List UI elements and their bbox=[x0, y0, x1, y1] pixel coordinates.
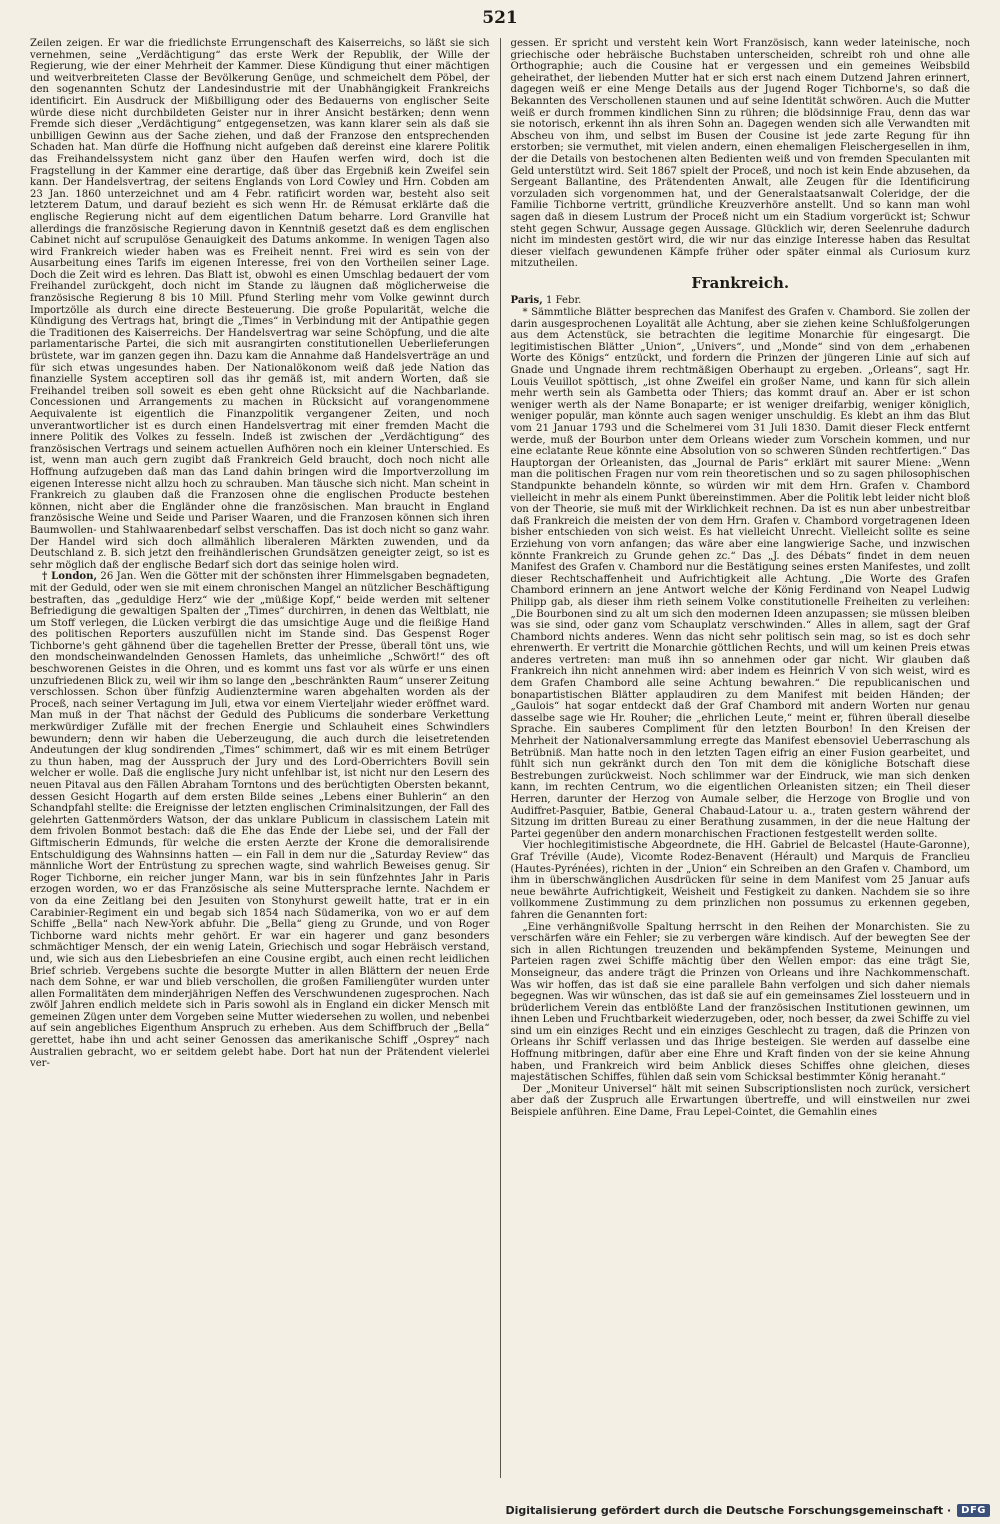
article-columns bbox=[30, 38, 970, 1478]
moniteur-paragraph: Der „Moniteur Universel“ hält mit seinen Subscriptionslisten noch zurück, versichert aber daß der Zuspruch alle Erwartungen übertreffe, und will einstweilen nur zwei Beispiele anführen. Eine Dame, Frau Lepel-Cointet, die Gemahlin eines bbox=[510, 1083, 970, 1119]
left-paragraph-1: Zeilen zeigen. Er war die friedlichste Errungenschaft des Kaiserreichs, so läßt sie sich vernehmen, seine „Verdächtigung“ das erste Werk der Republik, der Wille der Regierung, wie der einer Mehrheit der Kammer. Diese Kündigung thut einer mächtigen und weitverbreiteten Classe der Bevölkerung Genüge, und schmeichelt dem Pöbel, der den sogenannten Schutz der Landesindustrie mit der Unabhängigkeit Frankreichs identificirt. Ein Ausdruck der Mißbilligung oder des Bedauerns von englischer Seite würde diese nicht durchbildeten Geister nur in ihrer Ansicht bestärken; denn wenn Fremde sich dieser „Verdächtigung“ entgegensetzen, was kann klarer sein als daß sie unbilligen Gewinn aus der Sache ziehen, und daß der Franzose den entsprechenden Schaden hat. Man dürfe die Hoffnung nicht aufgeben daß dereinst eine klarere Politik das Freihandelssystem nicht ganz über den Haufen werfen wird, doch ist die Fragstellung in der Kammer eine derartige, daß über das Ergebniß kein Zweifel sein kann. Der Handelsvertrag, der seitens Englands von Lord Cowley und Hrn. Cobden am 23 Jan. 1860 unterzeichnet und am 4 Febr. ratificirt worden war, besteht also seit letzterem Datum, und darauf bezieht es sich wenn Hr. de Rémusat erklärte daß die englische Regierung nicht auf dem eigentlichen Datum beharre. Lord Granville hat allerdings die französische Regierung davon in Kenntniß gesetzt daß es dem englischen Cabinet nicht auf scrupulöse Genauigkeit des Datums ankomme. In wenigen Tagen also wird Frankreich wieder haben was es Freiheit nennt. Frei wird es sein von der Ausarbeitung eines Tarifs im eigenen Interesse, frei von den Vortheilen seiner Lage. Doch die Zeit wird es lehren. Das Blatt ist, obwohl es einen Umschlag bedauert der vom Freihandel zurückgeht, doch nicht im Stande zu läugnen daß möglicherweise die französische Regierung 8 bis 10 Mill. Pfund Sterling mehr vom Volke gewinnt durch Importzölle als durch eine directe Besteuerung. Die große Popularität, welche die Kündigung des Vertrags hat, bringt die „Times“ in Verbindung mit der Antipathie gegen die Traditionen des Kaiserreichs. Der Handelsvertrag war seine Schöpfung, und die alte parlamentarische Partei, die sich mit ausrangirten constitutionellen Ueberlieferungen brüstete, war im ganzen gegen ihn. Dazu kam die Annahme daß Handelsverträge an und für sich etwas ungesundes haben. Der Nationalökonom weiß daß jede Nation das finanzielle System acceptiren soll das ihr gemäß ist, mit andern Worten, daß sie Freihandel treiben soll soweit es eben geht ohne Rücksicht auf die Nachbarlande. Concessionen und Arrangements zu machen in Rücksicht auf vorangenommene Aequivalente ist eigentlich die Finanzpolitik vergangener Zeiten, und noch unverantwortlicher ist es durch einen Handelsvertrag mit einer fremden Macht die innere Politik des Volkes zu fesseln. Indeß ist zwischen der „Verdächtigung“ des französischen Vertrags und seinem actuellen Aufhören noch ein kleiner Unterschied. Es ist, wenn man auch gern zugibt daß Frankreich Geld braucht, doch noch nicht alle Hoffnung aufzugeben daß man das Land dahin bringen wird die Importverzollung im eigenen Interesse nicht allzu hoch zu schrauben. Man täusche sich nicht. Man scheint in Frankreich zu glauben daß die Franzosen ohne die englischen Producte bestehen können, nicht aber die Engländer ohne die französischen. Man braucht in England französische Weine und Seide und Pariser Waaren, und die Franzosen können sich ihren Baumwollen- und Stahlwaarenbedarf selbst verschaffen. Das ist doch nicht so ganz wahr. Der Handel wird sich doch allmählich liberaleren Märkten zuwenden, und da Deutschland z. B. sich jetzt den freihändlerischen Grundsätzen geneigter zeigt, so ist es sehr möglich daß der englische Bedarf sich dort das seinige holen wird. bbox=[30, 38, 490, 571]
london-article bbox=[30, 571, 490, 1070]
digitization-footer bbox=[0, 1496, 1000, 1524]
dfg-logo-icon: DFG bbox=[957, 1504, 990, 1517]
deputies-quote: „Eine verhängnißvolle Spaltung herrscht in den Reihen der Monarchisten. Sie zu verschärfen wäre ein Fehler; sie zu verbergen wäre kindisch. Auf der bewegten See der sich in allen Richtungen treuzenden und bekämpfenden Systeme, Meinungen und Parteien ragen zwei Schiffe mächtig über den Wellen empor: das eine trägt Sie, Monseigneur, das andere trägt die Prinzen von Orleans und ihre Nachkommenschaft. Was wir hoffen, das ist daß sie eine parallele Bahn verfolgen und sich daher niemals begegnen. Was wir wünschen, das ist daß sie auf ein gemeinsames Ziel lossteuern und in brüderlichem Verein das entblößte Land der französischen Institutionen gewinnen, um ihnen Leben und Fruchtbarkeit wiederzugeben, oder, noch besser, da zwei Schiffe zu viel sind um ein einziges Recht und ein einziges Geschlecht zu tragen, daß die Prinzen von Orleans ihr Schiff verlassen und das Ihrige besteigen. Sie werden auf dasselbe eine Hoffnung mitbringen, dafür aber eine Ehre und Kraft finden von der sie keine Ahnung haben, und Frankreich wird beim Anblick dieses Schiffes ohne gleichen, dieses majestätischen Schiffes, fühlen daß sein vom Schicksal bestimmter König heranaht.“ bbox=[510, 921, 970, 1084]
page-number: 521 bbox=[482, 8, 518, 28]
london-paragraph: Wen die Götter mit der schönsten ihrer Himmelsgaben begnadeten, mit der Geduld, oder wen sie mit einem chronischen Mangel an nützlicher Beschäftigung bestraften, das „geduldige Herz“ wie der „müßige Kopf,“ beide werden mit seltener Befriedigung die gewaltigen Spalten der „Times“ durchirren, in denen das Weltblatt, nie um Stoff verlegen, die Lücken verbirgt die das umsichtige Auge und die fleißige Hand des politischen Reporters auszufüllen nicht im Stande sind. Das Gespenst Roger Tichborne's geht gähnend über die tagehellen Bretter der Presse, überall tönt uns, wie den mondscheinwandelnden Genossen Hamlets, das unheimliche „Schwört!“ des oft beschworenen Geistes in die Ohren, und es kommt uns fast vor als würfe er uns einen unzufriedenen Blick zu, weil wir ihm so lange den „beschränkten Raum“ unserer Zeitung verschlossen. Schon über fünfzig Audienztermine waren abgehalten worden als der Proceß, nach seiner Vertagung im Juli, etwa vor einem Vierteljahr wieder eröffnet ward. Man muß in der That nächst der Geduld des Publicums die sonderbare Verkettung merkwürdiger Zufälle mit der frechen Energie und Schlauheit eines Schwindlers bewundern; denn wir haben die Ueberzeugung, die auch durch die leisetretenden Andeutungen der klug sondirenden „Times“ schimmert, daß wir es mit einem Betrüger zu thun haben, mag der Ausspruch der Jury und des Lord-Oberrichters Bovill sein welcher er wolle. Daß die englische Jury nicht unfehlbar ist, ist nicht nur den Lesern des neuen Pitaval aus den Fällen Abraham Torntons und des berüchtigten Obersten bekannt, dessen Gesicht Hogarth auf dem ersten Bilde seines „Lebens einer Buhlerin“ an den Schandpfahl stellte: die Ereignisse der letzten englischen Criminalsitzungen, der Fall des gelehrten Gattenmörders Watson, der das unklare Publicum in classischem Latein mit dem frivolen Bonmot bestach: daß die Ehe das Ende der Liebe sei, und der Fall der Giftmischerin Edmunds, für welche die ersten Aerzte der Krone die demoralisirende Entschuldigung des Wahnsinns hatten — ein Fall in dem nur die „Saturday Review“ das männliche Wort der Entrüstung zu sprechen wagte, sind wahrlich Beweises genug. Sir Roger Tichborne, ein reicher junger Mann, war bis in sein fünfzehntes Jahr in Paris erzogen worden, wo er das Französische als seine Muttersprache lernte. Nachdem er von da eine Zeitlang bei den Jesuiten von Stonyhurst geweilt hatte, trat er in ein Carabinier-Regiment ein und begab sich 1854 nach Südamerika, von wo er auf dem Schiffe „Bella“ nach New-York abfuhr. Die „Bella“ gieng zu Grunde, und von Roger Tichborne ward nichts mehr gehört. Er war ein hagerer und ganz besonders schmächtiger Mensch, der ein wenig Latein, Griechisch und sogar Hebräisch verstand, und, wie sich aus den Liebesbriefen an eine Cousine ergibt, auch einen recht leidlichen Brief schrieb. Vergebens suchte die besorgte Mutter in allen Blättern der neuen Erde nach dem Sohne, er war und blieb verschollen, die großen Familiengüter wurden unter allen Formalitäten dem minderjährigen Neffen des Verschwundenen zugesprochen. Nach zwölf Jahren endlich meldete sich in Paris sowohl als in England ein dicker Mensch mit gemeinen Zügen unter dem Vorgeben seine Mutter wiedersehen zu wollen, und nebenbei auf sein angebliches Eigenthum Anspruch zu erheben. Aus dem Schiffbruch der „Bella“ gerettet, habe ihn und acht seiner Genossen das amerikanische Schiff „Osprey“ nach Australien gebracht, wo er seitdem gelebt habe. Dort hat nun der Prätendent vielerlei ver- bbox=[30, 571, 490, 1070]
paris-paragraph: * Sämmtliche Blätter besprechen das Manifest des Grafen v. Chambord. Sie zollen der darin ausgesprochenen Loyalität alle Achtung, aber sie ziehen keine Schlußfolgerungen aus dem Actenstück, sie betrachten die legitime Monarchie für eingesargt. Die legitimistischen Blätter „Union“, „Univers“, und „Monde“ sind von dem „erhabenen Worte des Königs“ entzückt, und fordern die Prinzen der jüngeren Linie auf sich auf Gnade und Ungnade ihrem rechtmäßigen Oberhaupt zu ergeben. „Orleans“, sagt Hr. Louis Veuillot spöttisch, „ist ohne Zweifel ein großer Name, und kann für sich allein mehr werth sein als Gambetta oder Thiers; das kommt drauf an. Aber er ist schon weniger werth als der Name Bonaparte; er ist weniger dreifarbig, weniger königlich, weniger populär, man könnte auch sagen weniger unschuldig. Es klebt an ihm das Blut vom 21 Januar 1793 und die Schelmerei vom 31 Juli 1830. Damit dieser Fleck entfernt werde, muß der Bourbon unter dem Orleans wieder zum Vorschein kommen, und nur eine eclatante Reue könnte eine Absolution von so schweren Sünden rechtfertigen.“ Das Hauptorgan der Orleanisten, das „Journal de Paris“ erklärt mit saurer Miene: „Wenn man die politischen Fragen nur vom rein theoretischen und so zu sagen philosophischen Standpunkte behandeln könnte, so würden wir mit dem Hrn. Grafen v. Chambord vielleicht in mehr als einem Punkt übereinstimmen. Aber die Politik lebt leider nicht bloß von der Theorie, sie muß mit der Wirklichkeit rechnen. Da ist es nun aber unbestreitbar daß Frankreich die meisten der von dem Hrn. Grafen v. Chambord vorgetragenen Ideen bisher entschieden von sich weist. Es hat vielleicht Unrecht. Vielleicht sollte es seine Erziehung von vorn anfangen; das wäre aber eine langwierige Sache, und inzwischen könnte Frankreich zu Grunde gehen zc.“ Das „J. des Débats“ findet in dem neuen Manifest des Grafen v. Chambord nur die Bestätigung seines ersten Manifestes, und zollt dieser Rechtschaffenheit und Aufrichtigkeit alle Achtung. „Die Worte des Grafen Chambord erinnern an jene Antwort welche der König Ferdinand von Neapel Ludwig Philipp gab, als dieser ihm rieth seinem Volke constitutionelle Freiheiten zu verleihen: „Die Bourbonen sind zu alt um sich den modernen Ideen anzupassen; sie müssen bleiben was sie sind, oder ganz vom Schauplatz verschwinden.“ Alles in allem, sagt der Graf Chambord nichts anderes. Wenn das nicht sehr politisch sein mag, so ist es doch sehr ehrenwerth. Er vertritt die Monarchie göttlichen Rechts, und will um keinen Preis etwas anderes vertreten: man muß ihn so annehmen oder gar nicht. Wir glauben daß Frankreich ihn nicht annehmen wird: aber indem es Heinrich V von sich weist, wird es dem Grafen Chambord alle seine Achtung bewahren.“ Die republicanischen und bonapartistischen Blätter applaudiren zu dem Manifest mit beiden Händen; der „Gaulois“ hat sogar entdeckt daß der Graf Chambord mit andern Worten nur genau dasselbe sage wie Hr. Rouher; die „ehrlichen Leute,“ meint er, führen überall dieselbe Sprache. Ein sauberes Compliment für den letzten Bourbon! In den Kreisen der Mehrheit der Nationalversammlung erregte das Manifest ebensoviel Ueberraschung als Betrübniß. Man hatte noch in den letzten Tagen eifrig an einer Fusion gearbeitet, und fühlt sich nun gekränkt durch den Ton mit dem die königliche Botschaft diese Bestrebungen zurückweist. Noch schlimmer war der Eindruck, wie man sich denken kann, im rechten Centrum, wo die eigentlichen Orleanisten sitzen; ein Theil dieser Herren, darunter der Herzog von Aumale selber, die Herzoge von Broglie und von Audiffret-Pasquier, Batbie, General Chabaud-Latour u. a., traten gestern während der Sitzung im dritten Bureau zu einer Berathung zusammen, in der die neue Haltung der Partei gegenüber den andern monarchischen Fractionen festgestellt werden sollte. bbox=[510, 307, 970, 840]
london-dateline: † London, bbox=[42, 571, 97, 583]
paris-date: 1 Febr. bbox=[545, 295, 582, 307]
footer-text: Digitalisierung gefördert durch die Deutsche Forschungsgemeinschaft · bbox=[505, 1503, 952, 1517]
deputies-paragraph: Vier hochlegitimistische Abgeordnete, die HH. Gabriel de Belcastel (Haute-Garonne), Graf Tréville (Aude), Vicomte Rodez-Benavent (Hérault) und Marquis de Franclieu (Hautes-Pyrénées), richten in der „Union“ ein Schreiben an den Grafen v. Chambord, um ihm in überschwänglichen Ausdrücken für seine in dem Manifest vom 25 Januar aufs neue bewährte Aufrichtigkeit, Weisheit und Festigkeit zu danken. Nachdem sie so ihre vollkommene Zustimmung zu dem prinzlichen non possumus zu erkennen gegeben, fahren die Genannten fort: bbox=[510, 840, 970, 921]
paris-dateline: Paris, bbox=[510, 295, 543, 307]
right-paragraph-1: gessen. Er spricht und versteht kein Wort Französisch, kann weder lateinische, noch griechische oder hebräische Buchstaben unterscheiden, schreibt roh und ohne alle Orthographie; auch die Cousine hat er vergessen und ein gemeines Weibsbild geheirathet, der liebenden Mutter hat er sich erst nach einem Dutzend Jahren erinnert, dagegen weiß er eine Menge Details aus der Jugend Roger Tichborne's, so daß die Bekannten des Verschollenen staunen und auf seine Identität schwören. Auch die Mutter weiß er durch frommen kindlichen Sinn zu rühren; die blödsinnige Frau, denn das war sie notorisch, erkennt ihn als ihren Sohn an. Dagegen wenden sich alle Verwandten mit Abscheu von ihm, und selbst im Busen der Cousine ist jede zarte Regung für ihn erstorben; sie vermuthet, mit vielen andern, einen ehemaligen Fleischergesellen in ihm, der die Details von bestochenen alten Bedienten weiß und von fremden Speculanten mit Geld unterstützt wird. Seit 1867 spielt der Proceß, und noch ist kein Ende abzusehen, da Sergeant Ballantine, des Prätendenten Anwalt, alle Zeugen für die Identificirung vorzuladen sich vorgenommen hat, und der Generalstaatsanwalt Coleridge, der die Familie Tichborne vertritt, gründliche Kreuzverhöre anstellt. Und so kann man wohl sagen daß in diesem Lustrum der Proceß nicht um ein Stadium vorgerückt ist; Schwur steht gegen Schwur, Aussage gegen Aussage. Glücklich wir, deren Seelenruhe dadurch nicht im mindesten gestört wird, die wir nur das einzige Interesse haben das Resultat dieser vielfach gewundenen Kämpfe früher oder später einmal als Curiosum kurz mitzutheilen. bbox=[510, 38, 970, 270]
london-date: 26 Jan. bbox=[100, 571, 137, 583]
right-column bbox=[501, 38, 971, 1478]
paris-header bbox=[511, 295, 971, 307]
section-heading-frankreich: Frankreich. bbox=[691, 273, 790, 292]
left-column bbox=[30, 38, 500, 1478]
